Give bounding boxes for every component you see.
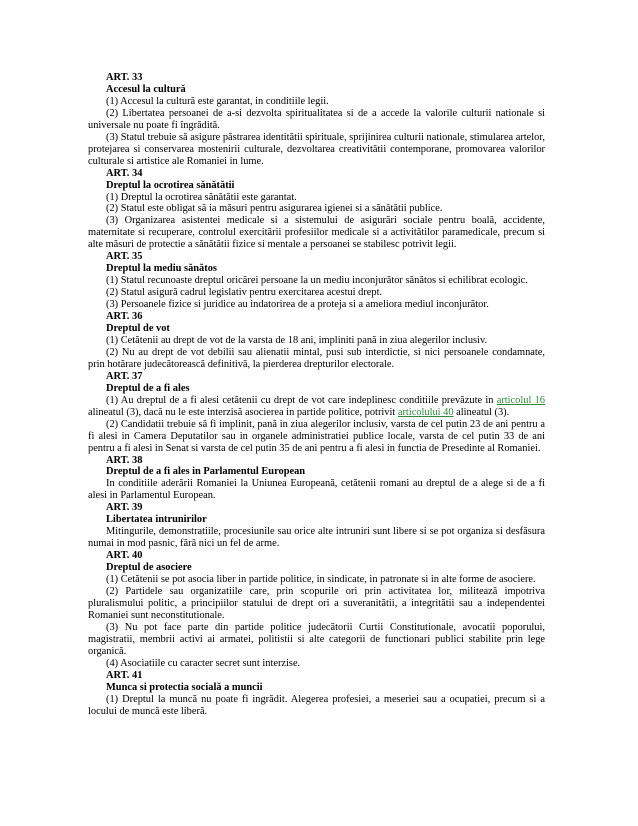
article-16-link[interactable]: articolul 16 (496, 394, 545, 406)
article-41 (88, 670, 545, 718)
paragraph: (3) Organizarea asistentei medicale si a sistemului de asigurări sociale pentru boală, accidente, maternitate si recuperare, controlul exercitării profesiilor medicale si a activitătilor paramedicale, precum si alte măsuri de protectie a sănătătii fizice si mentale a persoanei se stabilesc potrivit legii. (88, 215, 545, 251)
paragraph: (1) Statul recunoaste dreptul oricărei persoane la un mediu inconjurător sănătos si echilibrat ecologic. (106, 275, 528, 287)
paragraph-text: alineatul (3), dacă nu le este interzisă asocierea in partide politice, potrivit (88, 406, 398, 418)
paragraph: (1) Cetătenii se pot asocia liber in partide politice, in sindicate, in patronate si in alte forme de asociere. (106, 574, 536, 586)
paragraph: (2) Nu au drept de vot debilii sau alienatii mintal, pusi sub interdictie, si nici persoanele condamnate, prin hotărare judecătorească definitivă, la pierderea drepturilor electorale. (88, 346, 545, 370)
article-40 (88, 550, 545, 670)
paragraph (88, 395, 545, 419)
paragraph: Mitingurile, demonstratiile, procesiunile sau orice alte intruniri sunt libere si se pot organiza si desfăsura numai in mod pasnic, fără nici un fel de arme. (88, 526, 545, 550)
article-title: Dreptul de vot (106, 323, 170, 335)
article-38 (88, 455, 545, 503)
article-title: Dreptul de a fi ales in Parlamentul European (106, 466, 306, 478)
paragraph: (1) Cetătenii au drept de vot de la varsta de 18 ani, impliniti pană in ziua alegerilor inclusiv. (106, 334, 488, 346)
article-number: ART. 39 (106, 502, 143, 514)
paragraph: (3) Nu pot face parte din partide politice judecătorii Curtii Constitutionale, avocatii poporului, magistratii, membrii activi ai armatei, politistii si alte categorii de functionari publici stabilite prin lege organică. (88, 621, 545, 657)
paragraph: (3) Statul trebuie să asigure păstrarea identitătii spirituale, sprijinirea culturii nationale, stimularea artelor, protejarea si conservarea mostenirii culturale, dezvoltarea creativitătii contemporane, promovarea valorilor culturale si artistice ale Romaniei in lume. (88, 131, 546, 167)
paragraph-text: alineatul (3). (453, 406, 510, 418)
article-number: ART. 35 (106, 251, 143, 263)
article-title: Dreptul de asociere (106, 562, 192, 574)
paragraph: (2) Candidatii trebuie să fi implinit, pană in ziua alegerilor inclusiv, varsta de cel putin 23 de ani pentru a fi alesi in Camera Deputatilor sau in organele administratiei publice locale, varsta de cel putin 33 de ani pentru a fi alesi in Senat si varsta de cel putin 35 de ani pentru a fi alesi in functia de Presedinte al Romaniei. (88, 418, 545, 454)
paragraph: (1) Dreptul la ocrotirea sănătătii este garantat. (106, 191, 297, 203)
article-title: Accesul la cultură (106, 83, 186, 95)
article-title: Munca si protectia socială a muncii (106, 681, 263, 693)
article-number: ART. 34 (106, 167, 143, 179)
paragraph: (1) Accesul la cultură este garantat, in conditiile legii. (106, 95, 329, 107)
paragraph: (2) Partidele sau organizatiile care, prin scopurile ori prin activitatea lor, militează impotriva pluralismului politic, a principiilor statului de drept ori a suveranitătii, a integritătii sau a independentei Romaniei sunt neconstitutionale. (88, 585, 545, 621)
article-number: ART. 37 (106, 370, 143, 382)
article-number: ART. 38 (106, 454, 143, 466)
article-37 (88, 371, 545, 455)
paragraph: (2) Statul este obligat să ia măsuri pentru asigurarea igienei si a sănătătii publice. (106, 203, 443, 215)
article-number: ART. 41 (106, 669, 143, 681)
article-number: ART. 40 (106, 550, 143, 562)
paragraph: In conditiile aderării Romaniei la Uniunea Europeană, cetătenii romani au dreptul de a alege si de a fi alesi in Parlamentul European. (88, 478, 545, 502)
article-number: ART. 33 (106, 72, 143, 83)
article-title: Dreptul la mediu sănătos (106, 263, 217, 275)
paragraph: (4) Asociatiile cu caracter secret sunt interzise. (106, 657, 301, 669)
paragraph: (2) Libertatea persoanei de a-si dezvolta spiritualitatea si de a accede la valorile culturii nationale si universale nu poate fi îngrădită. (88, 107, 545, 131)
article-40-link[interactable]: articolului 40 (397, 406, 454, 418)
paragraph: (1) Dreptul la muncă nu poate fi ingrădit. Alegerea profesiei, a meseriei sau a ocupatiei, precum si a locului de muncă este liberă. (88, 693, 545, 717)
article-34 (88, 168, 545, 252)
article-title: Libertatea intrunirilor (106, 514, 207, 526)
paragraph-text: (1) Au dreptul de a fi alesi cetătenii cu drept de vot care indeplinesc conditiile prevăzute in (106, 394, 497, 406)
article-35 (88, 251, 545, 311)
article-title: Dreptul de a fi ales (106, 382, 190, 394)
article-36 (88, 311, 545, 371)
article-33 (88, 72, 545, 168)
article-39 (88, 502, 545, 550)
article-number: ART. 36 (106, 311, 143, 323)
document-page (88, 72, 545, 717)
paragraph: (2) Statul asigură cadrul legislativ pentru exercitarea acestui drept. (106, 287, 383, 299)
paragraph: (3) Persoanele fizice si juridice au indatorirea de a proteja si a ameliora mediul inconjurător. (106, 299, 489, 311)
article-title: Dreptul la ocrotirea sănătătii (106, 179, 235, 191)
